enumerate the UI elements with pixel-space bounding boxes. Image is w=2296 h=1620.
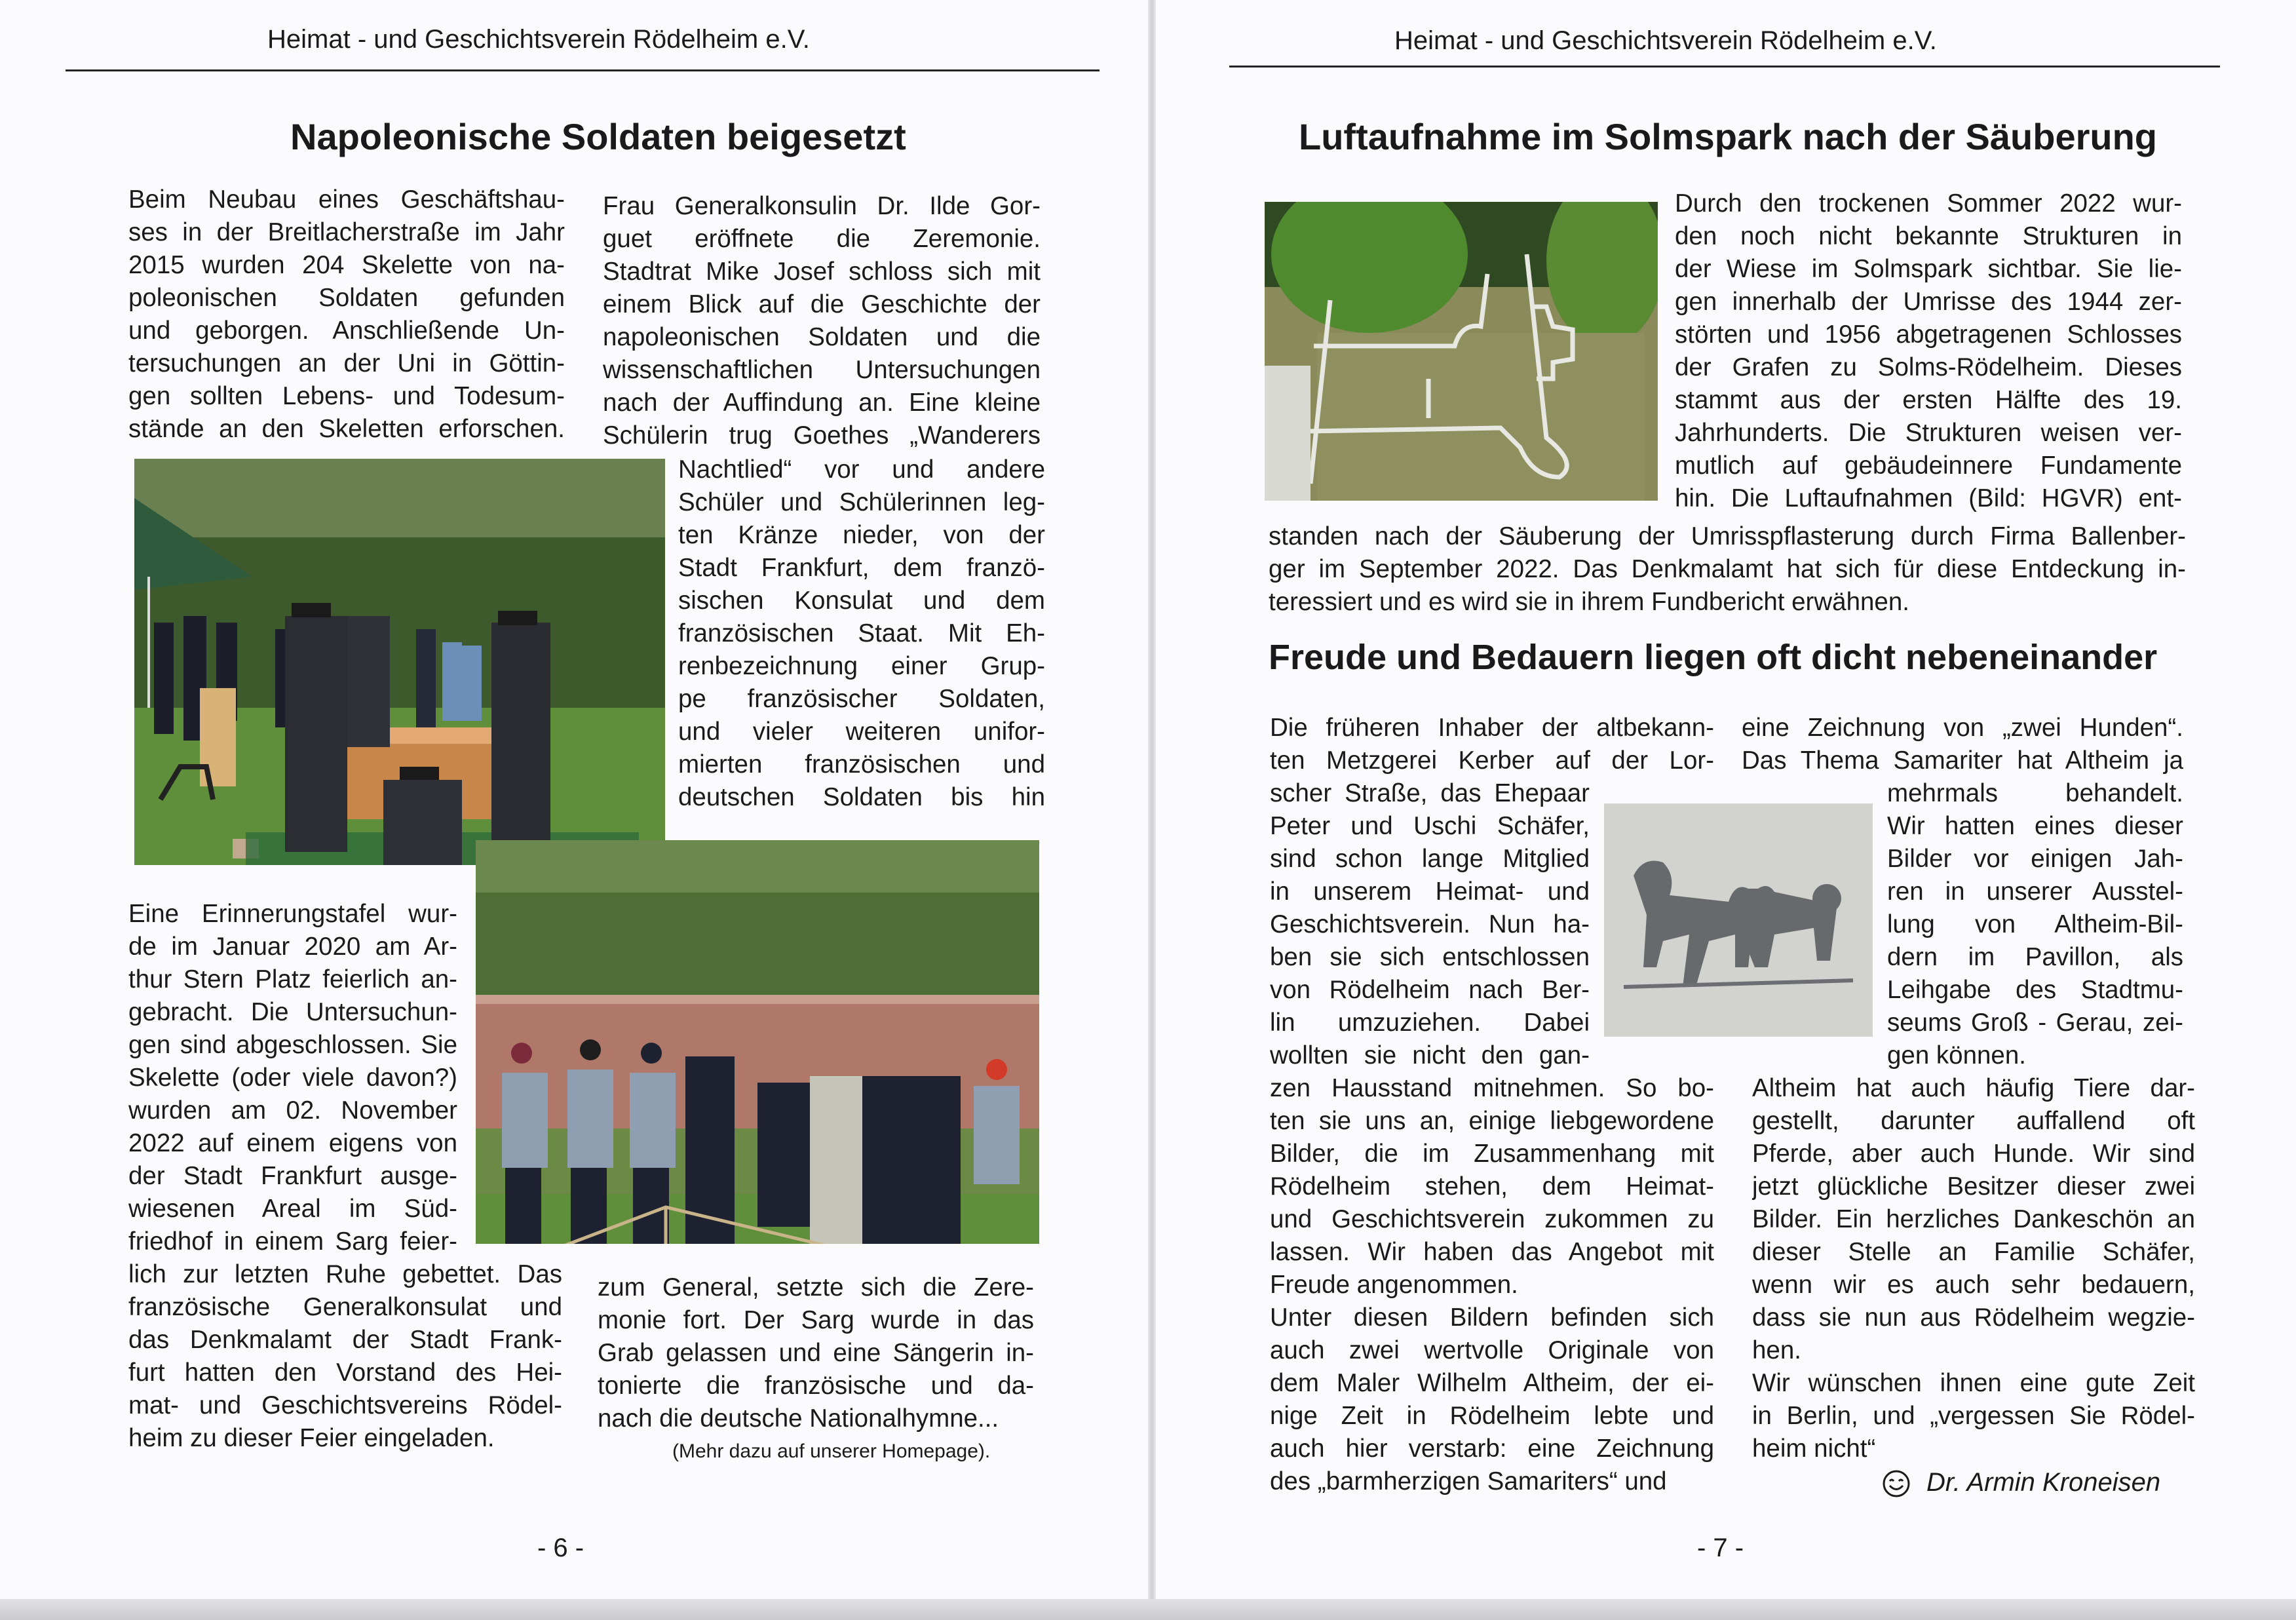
right-article1-side-text [1675,187,2182,515]
text-line: Die früheren Inhaber der altbekann- [1270,714,1714,742]
text-line: Schülerin trug Goethes „Wanderers [603,421,1041,450]
text-line: deutschen Soldaten bis hin [678,783,1045,811]
text-line: störten und 1956 abgetragenen Schlosses [1675,320,2182,349]
homepage-note: (Mehr dazu auf unserer Homepage). [672,1440,991,1462]
text-line: renbezeichnung einer Grup- [678,652,1045,680]
text-line: das Denkmalamt der Stadt Frank- [128,1326,562,1354]
text-line: hen. [1752,1336,1801,1364]
left-col1-top-text [128,183,565,446]
text-line: ten sie uns an, einige liebgewordene [1270,1107,1714,1135]
text-line: furt hatten den Vorstand des Hei- [128,1359,562,1387]
text-line: lassen. Wir haben das Angebot mit [1270,1238,1714,1266]
right-col1-bottom-text [1270,1072,1714,1498]
left-col2-top-text [603,190,1041,452]
text-line: nach der Auffindung an. Eine kleine [603,389,1041,417]
text-line: Das Thema Samariter hat Altheim ja [1742,746,2183,775]
right-article2-title: Freude und Bedauern liegen oft dicht nebeneinander [1269,638,2158,677]
right-header: Heimat - und Geschichtsverein Rödelheim e.V. [1394,26,1937,55]
text-line: wiesenen Areal im Süd- [128,1195,457,1223]
text-line: 2015 wurden 204 Skelette von na- [128,251,565,279]
text-line: stammt aus der ersten Hälfte des 19. [1675,386,2182,414]
text-line: eine Zeichnung von „zwei Hunden“. [1742,714,2183,742]
right-col1-wrap-text [1270,777,1590,1072]
text-line: Stadt Frankfurt, dem franzö- [678,554,1045,582]
text-line: auch hier verstarb: eine Zeichnung [1270,1435,1714,1463]
right-col2-top-text [1742,712,2183,777]
text-line: ses in der Breitlacherstraße im Jahr [128,218,565,246]
text-line: friedhof in einem Sarg feier- [128,1227,457,1256]
text-line: zum General, setzte sich die Zere- [598,1273,1034,1302]
text-line: Jahrhunderts. Die Strukturen weisen ver- [1675,419,2182,447]
text-line: Grab gelassen und eine Sängerin in- [598,1339,1034,1367]
left-col1-mid-text [128,898,457,1258]
text-line: poleonischen Soldaten gefunden [128,284,565,312]
text-line: von Rödelheim nach Ber- [1270,976,1590,1004]
text-line: der Grafen zu Solms-Rödelheim. Dieses [1675,353,2182,381]
left-article-title: Napoleonische Soldaten beigesetzt [290,116,906,157]
text-line: sind schon lange Mitglied [1270,845,1590,873]
right-header-rule [1229,66,2220,68]
right-article1-full-text [1269,520,2186,619]
text-line: standen nach der Säuberung der Umrisspflasterung durch Firma Ballenber- [1269,522,2186,550]
text-line: Leihgabe des Stadtmu- [1887,976,2183,1004]
text-line: 2022 auf einem eigens von [128,1129,457,1157]
text-line: ten Kränze nieder, von der [678,521,1045,549]
text-line: wollten sie nicht den gan- [1270,1041,1590,1070]
text-line: heim zu dieser Feier eingeladen. [128,1424,495,1452]
text-line: französische Generalkonsulat und [128,1293,562,1321]
text-line: dieser Stelle an Familie Schäfer, [1752,1238,2195,1266]
text-line: Skelette (oder viele davon?) [128,1064,457,1092]
text-line: Pferde, aber auch Hunde. Wir sind [1752,1140,2195,1168]
right-col1-top-text [1270,712,1714,777]
text-line: in unserem Heimat- und [1270,878,1590,906]
text-line: und vieler weiteren unifor- [678,718,1045,746]
right-col2-wrap-text [1887,777,2183,1072]
text-line: stände an den Skeletten erforschen. [128,415,565,443]
text-line: jetzt glückliche Besitzer dieser zwei [1752,1172,2195,1201]
text-line: Schüler und Schülerinnen leg- [678,488,1045,516]
text-line: scher Straße, das Ehepaar [1270,779,1590,807]
page-bottom-edge [0,1599,2296,1620]
text-line: und Geschichtsverein zukommen zu [1270,1205,1714,1233]
text-line: Bilder, die im Zusammenhang mit [1270,1140,1714,1168]
text-line: gen innerhalb der Umrisse des 1944 zer- [1675,288,2182,316]
text-line: ben sie sich entschlossen [1270,943,1590,971]
text-line: thur Stern Platz feierlich an- [128,965,457,993]
text-line: lich zur letzten Ruhe gebettet. Das [128,1260,562,1288]
text-line: Wir wünschen ihnen eine gute Zeit [1752,1369,2195,1397]
text-line: Peter und Uschi Schäfer, [1270,812,1590,840]
text-line: Nachtlied“ vor und andere [678,455,1045,484]
text-line: lung von Altheim-Bil- [1887,910,2183,938]
text-line: lin umzuziehen. Dabei [1270,1009,1590,1037]
text-line: sischen Konsulat und dem [678,587,1045,615]
text-line: pe französischer Soldaten, [678,685,1045,713]
text-line: Stadtrat Mike Josef schloss sich mit [603,258,1041,286]
text-line: tersuchungen an der Uni in Göttin- [128,349,565,377]
burial-ceremony-photo [134,459,665,865]
text-line: monie fort. Der Sarg wurde in das [598,1306,1034,1334]
left-page-number: - 6 - [537,1533,584,1562]
text-line: des „barmherzigen Samariters“ und [1270,1467,1667,1495]
text-line: seums Groß - Gerau, zei- [1887,1009,2183,1037]
text-line: guet eröffnete die Zeremonie. [603,225,1041,253]
text-line: Wir hatten eines dieser [1887,812,2183,840]
aerial-photo-solmspark [1265,202,1658,501]
text-line: Rödelheim stehen, dem Heimat- [1270,1172,1714,1201]
text-line: Beim Neubau eines Geschäftshau- [128,185,565,214]
soldiers-photo [476,840,1039,1244]
left-col2-bottom-text [598,1271,1034,1435]
text-line: wurden am 02. November [128,1096,457,1125]
left-header: Heimat - und Geschichtsverein Rödelheim e.V. [267,25,810,54]
text-line: und geborgen. Anschließende Un- [128,317,565,345]
smiley-icon [1882,1469,1911,1498]
text-line: mat- und Geschichtsvereins Rödel- [128,1391,562,1419]
two-dogs-drawing [1604,803,1873,1037]
text-line: der Wiese im Solmspark sichtbar. Sie lie- [1675,255,2182,283]
text-line: gestellt, darunter auffallend oft [1752,1107,2195,1135]
text-line: nige Zeit in Rödelheim lebte und [1270,1402,1714,1430]
left-header-rule [66,69,1100,71]
text-line: Freude angenommen. [1270,1271,1518,1299]
text-line: dass sie nun aus Rödelheim wegzie- [1752,1303,2195,1332]
text-line: ren in unserer Ausstel- [1887,878,2183,906]
text-line: der Stadt Frankfurt ausge- [128,1162,457,1190]
text-line: gen können. [1887,1041,2026,1070]
text-line: napoleonischen Soldaten und die [603,323,1041,351]
text-line: wenn wir es auch sehr bedauern, [1752,1271,2195,1299]
text-line: ten Metzgerei Kerber auf der Lor- [1270,746,1714,775]
author-signature: Dr. Armin Kroneisen [1926,1468,2161,1497]
text-line: mutlich auf gebäudeinnere Fundamente [1675,452,2182,480]
text-line: Unter diesen Bildern befinden sich [1270,1303,1714,1332]
text-line: gen sind abgeschlossen. Sie [128,1031,457,1059]
text-line: wissenschaftlichen Untersuchungen [603,356,1041,384]
text-line: den noch nicht bekannte Strukturen in [1675,222,2182,250]
text-line: ger im September 2022. Das Denkmalamt hat sich für diese Entdeckung in- [1269,555,2186,583]
text-line: heim nicht“ [1752,1435,1876,1463]
text-line: auch zwei wertvolle Originale von [1270,1336,1714,1364]
text-line: nach die deutsche Nationalhymne... [598,1404,999,1433]
right-article1-title: Luftaufnahme im Solmspark nach der Säuberung [1299,116,2158,157]
text-line: Bilder. Ein herzliches Dankeschön an [1752,1205,2195,1233]
text-line: Geschichtsverein. Nun ha- [1270,910,1590,938]
book-spine [1148,0,1156,1620]
text-line: de im Januar 2020 am Ar- [128,933,457,961]
text-line: in Berlin, und „vergessen Sie Rödel- [1752,1402,2195,1430]
text-line: Eine Erinnerungstafel wur- [128,900,457,928]
text-line: dem Maler Wilhelm Altheim, der ei- [1270,1369,1714,1397]
right-page-number: - 7 - [1697,1533,1744,1562]
text-line: einem Blick auf die Geschichte der [603,290,1041,318]
text-line: Bilder vor einigen Jah- [1887,845,2183,873]
left-col1-bottom-text [128,1258,562,1455]
left-col2-mid-text [678,453,1045,814]
text-line: tonierte die französische und da- [598,1372,1034,1400]
text-line: mehrmals behandelt. [1887,779,2183,807]
text-line: französischen Staat. Mit Eh- [678,619,1045,647]
text-line: Frau Generalkonsulin Dr. Ilde Gor- [603,192,1041,220]
text-line: mierten französischen und [678,750,1045,779]
text-line: dern im Pavillon, als [1887,943,2183,971]
text-line: Altheim hat auch häufig Tiere dar- [1752,1074,2195,1102]
right-col2-bottom-text [1752,1072,2195,1465]
text-line: hin. Die Luftaufnahmen (Bild: HGVR) ent- [1675,484,2182,512]
text-line: gebracht. Die Untersuchun- [128,998,457,1026]
text-line: gen sollten Lebens- und Todesum- [128,382,565,410]
text-line: zen Hausstand mitnehmen. So bo- [1270,1074,1714,1102]
text-line: teressiert und es wird sie in ihrem Fundbericht erwähnen. [1269,588,1909,616]
text-line: Durch den trockenen Sommer 2022 wur- [1675,189,2182,218]
